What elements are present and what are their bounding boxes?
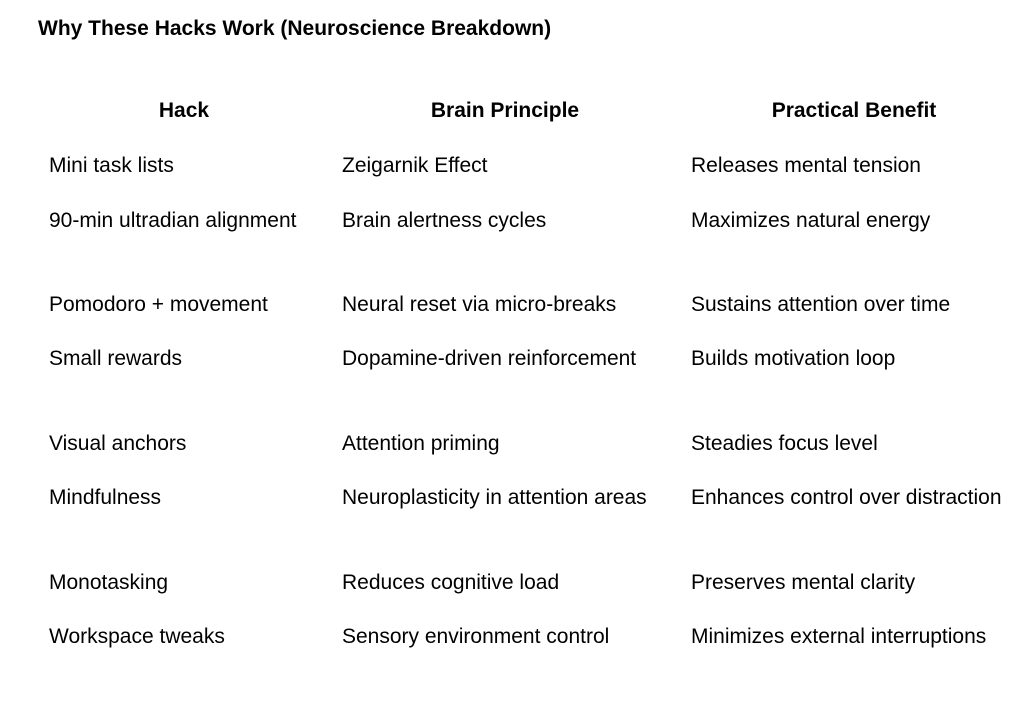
cell-brain-principle: Reduces cognitive load — [342, 571, 560, 594]
header-practical-benefit: Practical Benefit — [771, 99, 937, 122]
cell-practical-benefit: Releases mental tension — [691, 154, 921, 177]
cell-practical-benefit: Minimizes external interruptions — [691, 625, 987, 648]
header-brain-principle: Brain Principle — [430, 99, 580, 122]
cell-hack: Visual anchors — [49, 432, 187, 455]
cell-brain-principle: Attention priming — [342, 432, 500, 455]
cell-practical-benefit: Preserves mental clarity — [691, 571, 916, 594]
cell-brain-principle: Sensory environment control — [342, 625, 610, 648]
cell-brain-principle: Dopamine-driven reinforcement — [342, 347, 637, 370]
header-hack: Hack — [158, 99, 210, 122]
cell-hack: Mini task lists — [49, 154, 174, 177]
cell-hack: Pomodoro + movement — [49, 293, 268, 316]
cell-practical-benefit: Maximizes natural energy — [691, 209, 931, 232]
cell-hack: Monotasking — [49, 571, 169, 594]
cell-brain-principle: Brain alertness cycles — [342, 209, 547, 232]
cell-practical-benefit: Builds motivation loop — [691, 347, 896, 370]
cell-hack: Small rewards — [49, 347, 183, 370]
cell-practical-benefit: Sustains attention over time — [691, 293, 951, 316]
page-title: Why These Hacks Work (Neuroscience Breakdown) — [38, 17, 552, 40]
cell-hack: Workspace tweaks — [49, 625, 225, 648]
cell-hack: Mindfulness — [49, 486, 162, 509]
cell-practical-benefit: Enhances control over distraction — [691, 486, 1002, 509]
cell-hack: 90-min ultradian alignment — [49, 209, 297, 232]
cell-brain-principle: Neuroplasticity in attention areas — [342, 486, 647, 509]
cell-practical-benefit: Steadies focus level — [691, 432, 878, 455]
cell-brain-principle: Neural reset via micro-breaks — [342, 293, 617, 316]
cell-brain-principle: Zeigarnik Effect — [342, 154, 488, 177]
